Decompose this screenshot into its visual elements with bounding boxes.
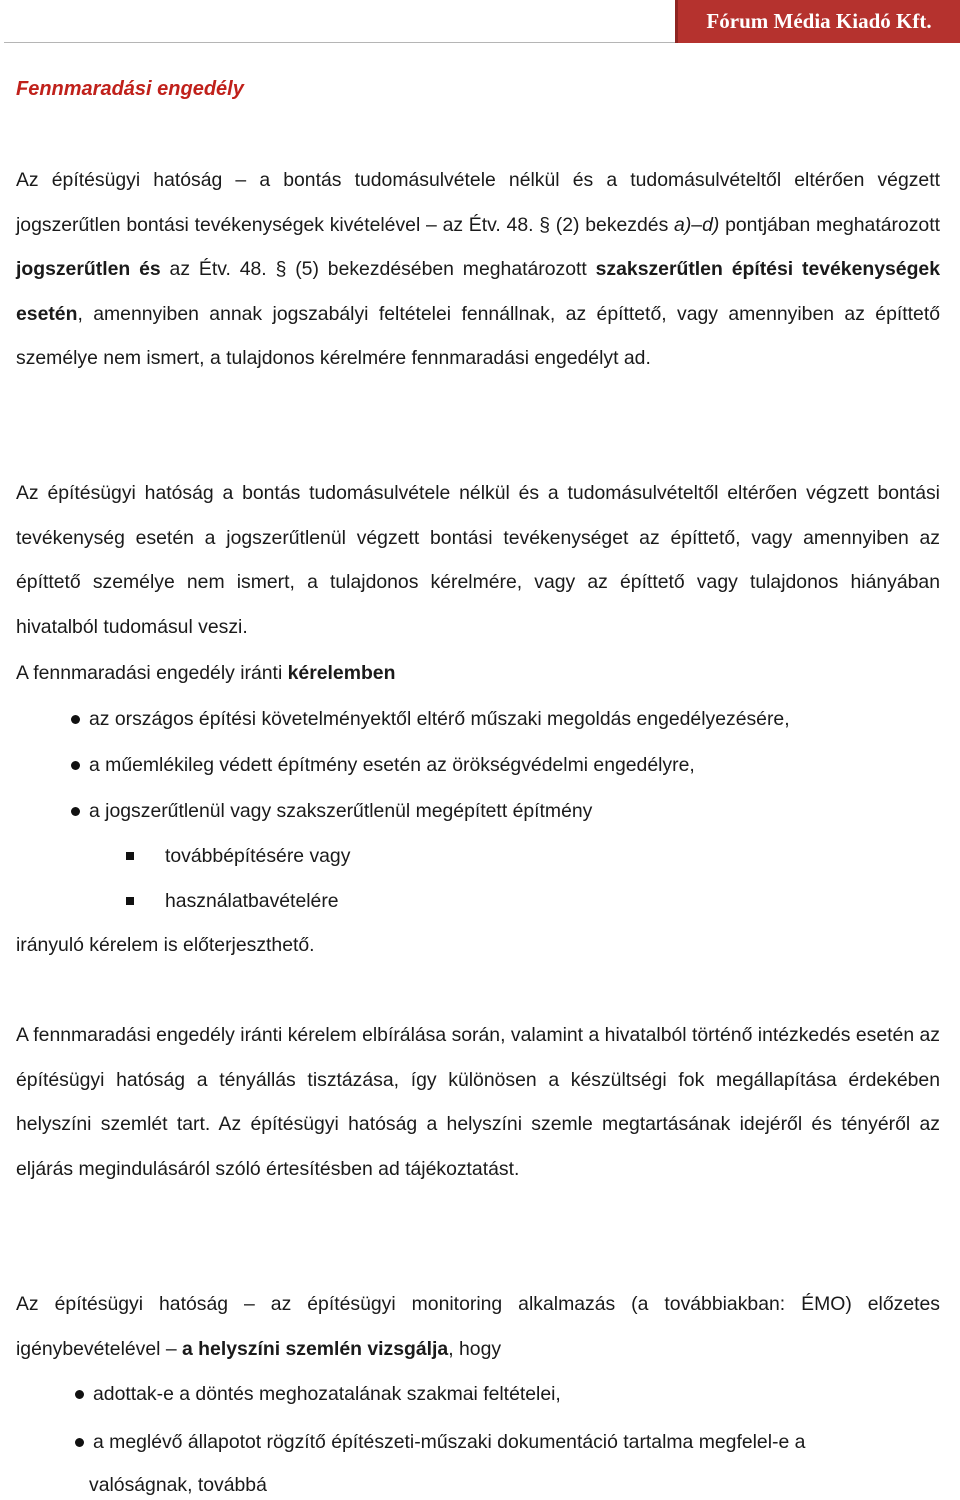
- document-title: Fennmaradási engedély: [16, 78, 244, 100]
- list-item-text: a meglévő állapotot rögzítő építészeti-műszaki dokumentáció tartalma megfelel-e a: [93, 1431, 806, 1453]
- text: pontjában meghatározott: [719, 213, 940, 236]
- text-bold: és: [139, 258, 161, 281]
- text: [130, 258, 139, 280]
- text-bold: kérelemben: [287, 662, 396, 684]
- paragraph-5: [16, 1282, 940, 1371]
- bullet-dot-icon: [71, 807, 80, 816]
- text: , amennyiben annak jogszabályi feltételei fennállnak, az építtető, vagy amennyiben az építtető személye nem ismert, a tulajdonos kérelmére fennmaradási engedélyt ad.: [16, 302, 940, 370]
- bullet-dot-icon: [71, 715, 80, 724]
- sub-list-item-text: használatbavételére: [165, 890, 339, 912]
- list-item-text: a műemlékileg védett építmény esetén az örökségvédelmi engedélyre,: [89, 754, 695, 776]
- bullet-dot-icon: [75, 1438, 84, 1447]
- list-item-text: adottak-e a döntés meghozatalának szakmai feltételei,: [93, 1383, 561, 1405]
- publisher-badge: Fórum Média Kiadó Kft.: [675, 0, 960, 43]
- text-bold: jogszerűtlen: [16, 258, 131, 281]
- paragraph-4: A fennmaradási engedély iránti kérelem elbírálása során, valamint a hivatalból történő intézkedés esetén az építésügyi hatóság a tényállás tisztázása, így különösen a készültségi fok megállapítása érdekében helyszíni szemlét tart. Az építésügyi hatóság a helyszíni szemle megtartásának idejéről és tényéről az eljárás megindulásáról szóló értesítésben ad tájékoztatást.: [16, 1024, 940, 1180]
- bullet-square-icon: [126, 897, 134, 905]
- text: az Étv. 48. § (5) bekezdésében meghatározott: [160, 258, 596, 281]
- text-bold: szakszerűtlen építési tevékenységek esetén: [16, 258, 940, 325]
- list-item-text: a jogszerűtlenül vagy szakszerűtlenül megépített építmény: [89, 800, 593, 822]
- paragraph-3-intro: [16, 658, 395, 688]
- sub-list-item-text: továbbépítésére vagy: [165, 845, 351, 867]
- bullet-square-icon: [126, 852, 134, 860]
- text: , hogy: [448, 1337, 502, 1360]
- text: A fennmaradási engedély iránti: [16, 662, 288, 684]
- text-italic: a): [674, 213, 692, 236]
- paragraph-2: Az építésügyi hatóság a bontás tudomásulvétele nélkül és a tudomásulvételtől eltérően végzett bontási tevékenység esetén a jogszerűtlenül végzett bontási tevékenységet az építtető, vagy amennyiben az építtető személye nem ismert, a tulajdonos kérelmére, vagy az építtető vagy tulajdonos hiányában hivatalból tudomásul veszi.: [16, 482, 940, 638]
- text-italic: d): [702, 213, 720, 236]
- paragraph-3-outro: irányuló kérelem is előterjeszthető.: [16, 934, 315, 956]
- list-item-text: az országos építési követelményektől eltérő műszaki megoldás engedélyezésére,: [89, 708, 790, 730]
- text: Az építésügyi hatóság – a bontás tudomásulvétele nélkül és a tudomásulvételtől eltérően végzett jogszerűtlen bontási tevékenységek kivételével – az Étv. 48. § (2) bekezdés: [16, 169, 940, 236]
- text: Az építésügyi hatóság – az építésügyi monitoring alkalmazás (a továbbiakban: ÉMO) előzetes igénybevételével –: [16, 1293, 940, 1360]
- paragraph-1: [16, 158, 940, 381]
- bullet-dot-icon: [71, 761, 80, 770]
- text: –: [691, 213, 703, 236]
- bullet-dot-icon: [75, 1390, 84, 1399]
- list-item-text: valóságnak, továbbá: [89, 1474, 267, 1496]
- text-bold: a helyszíni szemlén vizsgálja: [182, 1337, 449, 1360]
